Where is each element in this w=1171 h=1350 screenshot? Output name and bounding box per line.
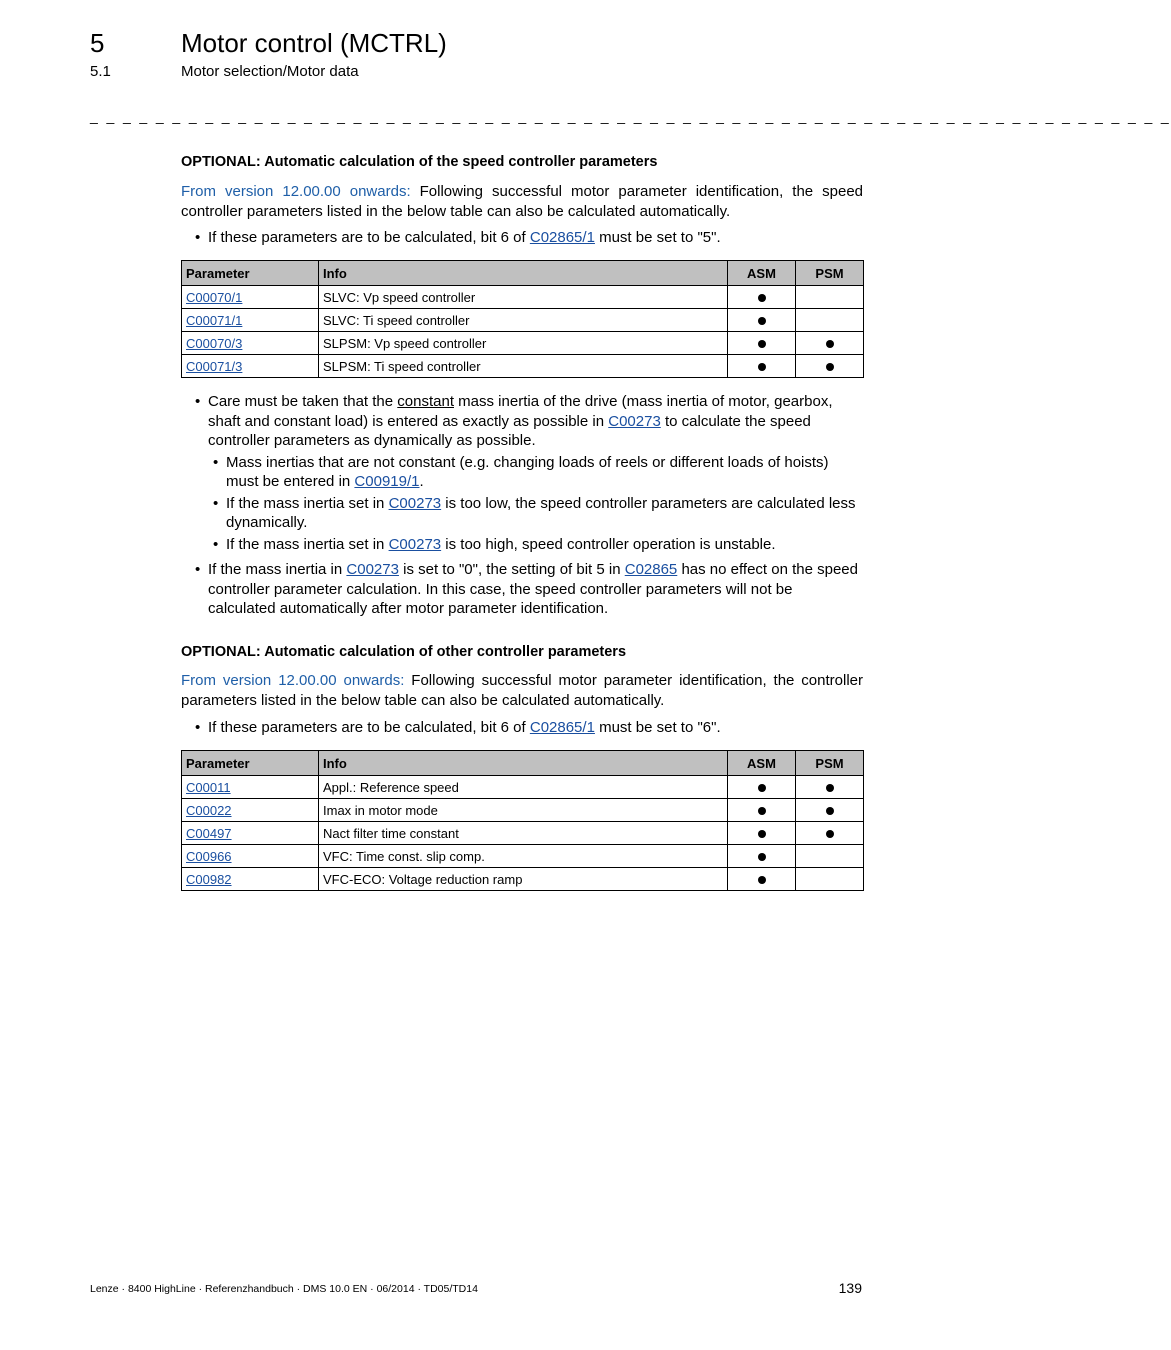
- link-c00273[interactable]: C00273: [388, 535, 442, 553]
- table-header-row: [182, 751, 864, 776]
- controller-parameters-table: [181, 750, 864, 891]
- table-header-row: [182, 261, 864, 286]
- link-c00919-1[interactable]: C00919/1: [354, 473, 420, 490]
- bullet-dot-icon: [758, 830, 766, 838]
- asm-cell: [728, 332, 796, 355]
- link-c00273[interactable]: C00273: [388, 494, 442, 512]
- bullet-dot-icon: [758, 363, 766, 371]
- link-c00273[interactable]: C00273: [346, 561, 399, 578]
- asm-cell: [728, 799, 796, 822]
- table-row: [182, 822, 864, 845]
- header-separator: _ _ _ _ _ _ _ _ _ _ _ _ _ _ _ _ _ _ _ _ _ _ _ _ _ _ _ _ _ _ _ _ _ _ _ _ _ _ _ _ _ _ _ _ _ _ _ _ _ _ _ _ _ _ _ _ _ _ _ _ _ _ _ _ _ _: [90, 108, 1171, 124]
- param-info: SLVC: Vp speed controller: [319, 286, 728, 309]
- header-asm: ASM: [728, 261, 796, 286]
- header-psm: PSM: [796, 751, 864, 776]
- table-row: [182, 332, 864, 355]
- bullet-dot-icon: [826, 340, 834, 348]
- list-item: • If the mass inertia set in C00273 is too low, the speed controller parameters are calculated less dynamically.: [208, 494, 863, 533]
- list-item: • If the mass inertia in C00273 is set to "0", the setting of bit 5 in C02865 has no effect on the speed controller parameter calculation. In this case, the speed controller parameters will not be calculated automatically after motor parameter identification.: [181, 560, 863, 619]
- asm-cell: [728, 845, 796, 868]
- psm-cell: [796, 822, 864, 845]
- intro-text: Following successful motor parameter identification, the controller parameters listed in the below table can also be calculated automatically.: [181, 672, 864, 709]
- table-row: [182, 845, 864, 868]
- param-info: SLPSM: Vp speed controller: [319, 332, 728, 355]
- version-label: From version 12.00.00 onwards:: [181, 183, 411, 200]
- emphasis-constant: constant: [397, 393, 454, 410]
- chapter-number: 5: [90, 28, 105, 58]
- bullet-dot-icon: [758, 784, 766, 792]
- intro-text: Following successful motor parameter identification, the speed controller parameters listed in the below table can also be calculated automatically.: [181, 183, 864, 220]
- param-info: VFC: Time const. slip comp.: [319, 845, 728, 868]
- table-row: [182, 776, 864, 799]
- section2-heading: OPTIONAL: Automatic calculation of other controller parameters: [181, 644, 627, 660]
- table-row: [182, 868, 864, 891]
- table-row: [182, 309, 864, 332]
- param-link[interactable]: C00070/1: [186, 289, 243, 305]
- bullet-dot-icon: [826, 830, 834, 838]
- param-info: SLPSM: Ti speed controller: [319, 355, 728, 378]
- psm-cell: [796, 332, 864, 355]
- bullet-dot-icon: [826, 807, 834, 815]
- param-info: VFC-ECO: Voltage reduction ramp: [319, 868, 728, 891]
- param-info: Appl.: Reference speed: [319, 776, 728, 799]
- param-info: Imax in motor mode: [319, 799, 728, 822]
- footer-text: Lenze · 8400 HighLine · Referenzhandbuch · DMS 10.0 EN · 06/2014 · TD05/TD14: [90, 1283, 478, 1295]
- asm-cell: [728, 868, 796, 891]
- table-row: [182, 286, 864, 309]
- link-c00273[interactable]: C00273: [608, 412, 661, 430]
- version-label: From version 12.00.00 onwards:: [181, 672, 405, 689]
- list-item: • If these parameters are to be calculated, bit 6 of C02865/1 must be set to "5".: [181, 228, 863, 248]
- list-item: • If these parameters are to be calculated, bit 6 of C02865/1 must be set to "6".: [181, 718, 863, 738]
- bullet-dot-icon: [758, 807, 766, 815]
- table-row: [182, 799, 864, 822]
- param-link[interactable]: C00022: [186, 802, 232, 818]
- header-info: Info: [319, 751, 728, 776]
- param-link[interactable]: C00071/3: [186, 358, 243, 374]
- bullet-dot-icon: [758, 294, 766, 302]
- asm-cell: [728, 776, 796, 799]
- list-item: • Mass inertias that are not constant (e.g. changing loads of reels or different loads of hoists) must be entered in C00919/1.: [208, 453, 863, 492]
- link-c02865[interactable]: C02865: [624, 561, 678, 578]
- section1-intro: [181, 182, 863, 221]
- asm-cell: [728, 355, 796, 378]
- header-parameter: Parameter: [182, 751, 319, 776]
- section2-intro: [181, 671, 863, 710]
- header-asm: ASM: [728, 751, 796, 776]
- param-info: SLVC: Ti speed controller: [319, 309, 728, 332]
- link-c02865-1[interactable]: C02865/1: [529, 719, 595, 736]
- param-info: Nact filter time constant: [319, 822, 728, 845]
- header-psm: PSM: [796, 261, 864, 286]
- psm-cell: [796, 868, 864, 891]
- asm-cell: [728, 309, 796, 332]
- param-link[interactable]: C00070/3: [186, 335, 243, 351]
- page-number: 139: [838, 1280, 862, 1296]
- table-row: [182, 355, 864, 378]
- bullet-dot-icon: [758, 317, 766, 325]
- asm-cell: [728, 286, 796, 309]
- bullet-dot-icon: [758, 340, 766, 348]
- speed-controller-table: [181, 260, 864, 378]
- section-number: 5.1: [90, 63, 111, 80]
- param-link[interactable]: C00071/1: [186, 312, 243, 328]
- psm-cell: [796, 355, 864, 378]
- param-link[interactable]: C00982: [186, 871, 232, 887]
- link-c02865-1[interactable]: C02865/1: [529, 229, 595, 246]
- bullet-dot-icon: [826, 363, 834, 371]
- bullet-dot-icon: [758, 876, 766, 884]
- bullet-dot-icon: [758, 853, 766, 861]
- list-item: • Care must be taken that the constant mass inertia of the drive (mass inertia of motor, gearbox, shaft and constant load) is entered as exactly as possible in C00273 to calculate the speed controller parameters as dynamically as possible. • Mass inertias that are not constant (e.g. changing loads of reels or different loads of hoists) must be entered in C00919/1. • If the mass inertia set in C00273 is too low, the speed controller parameters are calculated less dynamically. • If the mass inertia set in C00273 is too high, speed controller operation is unstable.: [181, 392, 863, 554]
- psm-cell: [796, 799, 864, 822]
- header-parameter: Parameter: [182, 261, 319, 286]
- list-item: • If the mass inertia set in C00273 is too high, speed controller operation is unstable.: [208, 535, 863, 555]
- psm-cell: [796, 309, 864, 332]
- bullet-dot-icon: [826, 784, 834, 792]
- param-link[interactable]: C00966: [186, 848, 232, 864]
- psm-cell: [796, 845, 864, 868]
- psm-cell: [796, 286, 864, 309]
- chapter-title: Motor control (MCTRL): [181, 28, 447, 58]
- section-title: Motor selection/Motor data: [181, 63, 359, 80]
- psm-cell: [796, 776, 864, 799]
- header-info: Info: [319, 261, 728, 286]
- section1-bullets: [181, 228, 863, 250]
- param-link[interactable]: C00497: [186, 825, 232, 841]
- section2-bullets: [181, 718, 863, 740]
- param-link[interactable]: C00011: [186, 779, 231, 795]
- inertia-notes: [181, 392, 863, 621]
- asm-cell: [728, 822, 796, 845]
- section1-heading: OPTIONAL: Automatic calculation of the speed controller parameters: [181, 154, 658, 170]
